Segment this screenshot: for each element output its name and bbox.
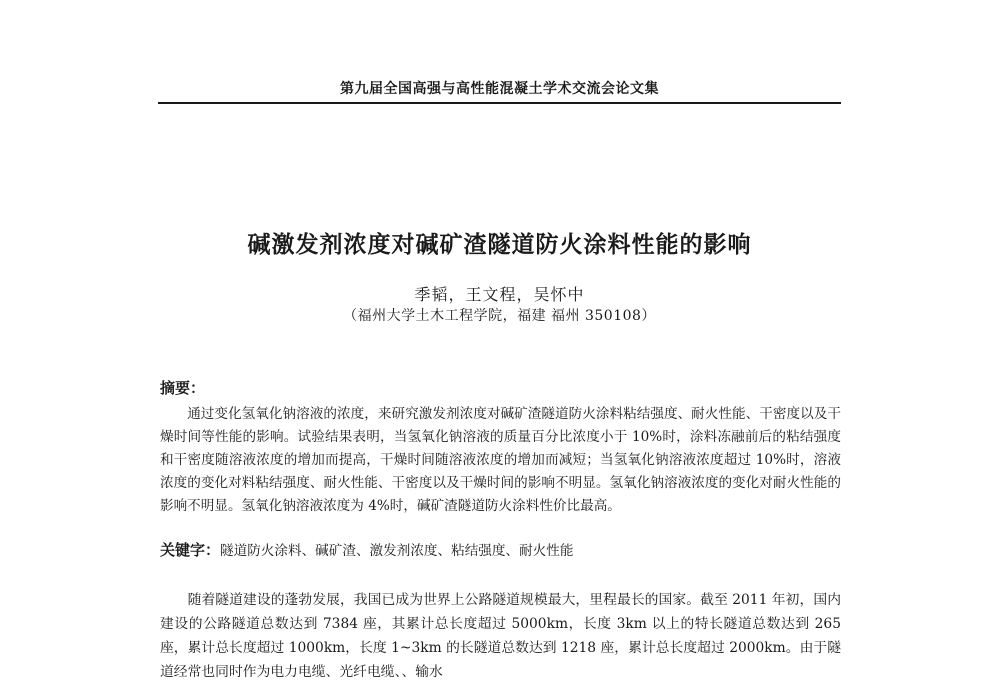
abstract-label: 摘要： <box>160 379 206 397</box>
keywords-label: 关键字： <box>160 541 221 559</box>
running-header: 第九届全国高强与高性能混凝土学术交流会论文集 <box>340 81 659 97</box>
paper-title: 碱激发剂浓度对碱矿渣隧道防火涂料性能的影响 <box>247 232 752 258</box>
body-paragraph: 随着隧道建设的蓬勃发展，我国已成为世界上公路隧道规模最大，里程最长的国家。截至 2011 年初，国内建设的公路隧道总数达到 7384 座，其累计总长度超过 5000km，长度 3km 以上的特长隧道总数达到 265 座，累计总长度超过 1000km，长度 1~3km 的长隧道总数达到 1218 座，累计总长度超过 2000km。由于隧道经常也同时作为电力电缆、光纤电缆、、输水 <box>160 592 841 680</box>
authors: 季韬，王文程，吴怀中 <box>414 285 585 304</box>
keywords <box>160 539 841 563</box>
abstract-text: 通过变化氢氧化钠溶液的浓度，来研究激发剂浓度对碱矿渣隧道防火涂料粘结强度、耐火性能、干密度以及干燥时间等性能的影响。试验结果表明，当氢氧化钠溶液的质量百分比浓度小于 10%时，涂料冻融前后的粘结强度和干密度随溶液浓度的增加而提高，干燥时间随溶液浓度的增加而减短；当氢氧化钠溶液浓度超过 10%时，溶液浓度的变化对料粘结强度、耐火性能、干密度以及干燥时间的影响不明显。氢氧化钠溶液浓度的变化对耐火性能的影响不明显。氢氧化钠溶液浓度为 4%时，碱矿渣隧道防火涂料性价比最高。 <box>160 406 841 514</box>
affiliation: （福州大学土木工程学院，福建 福州 350108） <box>343 308 656 324</box>
header-rule <box>158 102 841 104</box>
keywords-text: 隧道防火涂料、碱矿渣、激发剂浓度、粘结强度、耐火性能 <box>220 543 574 559</box>
